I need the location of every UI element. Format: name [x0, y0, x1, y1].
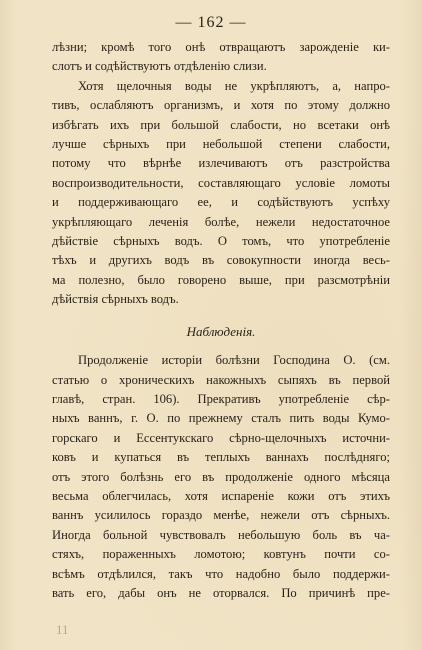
text-line: Хотя щелочныя воды не укрѣпляютъ, а, напро-: [78, 78, 390, 93]
paragraph-alkaline-waters: [52, 77, 390, 310]
text-line: ма полезно, было говорено выше, при разсмотрѣніи: [52, 272, 390, 287]
text-line: вать его, дабы онъ не оторвался. По причинѣ пре-: [52, 585, 390, 600]
paragraph-observations: [52, 351, 390, 603]
text-line: ваннъ усилилось гораздо менѣе, нежели отъ сѣрныхъ.: [52, 508, 390, 523]
text-line: статью о хроническихъ накожныхъ сыпяхъ въ первой: [52, 372, 390, 387]
text-line: лѣзни; кромѣ того онѣ отвращаютъ зарожденіе ки-: [52, 40, 390, 54]
text-line: Продолженіе исторіи болѣзни Господина О. (см.: [78, 353, 390, 368]
page-body: [52, 38, 390, 603]
text-line: Иногда больной чувствовалъ небольшую боль въ ча-: [52, 527, 390, 542]
text-line: избѣгать ихъ при большой слабости, но всетаки онѣ: [52, 117, 390, 132]
text-line: горскаго и Ессентукскаго сѣрно-щелочныхъ источни-: [52, 430, 390, 445]
text-line: слотъ и содѣйствуютъ отдѣленію слизи.: [52, 59, 267, 74]
text-line: ковъ и купаться въ теплыхъ ваннахъ послѣдняго;: [52, 450, 390, 465]
text-line: дѣйствіе сѣрныхъ водъ. О томъ, что употребленіе: [52, 234, 390, 249]
text-line: воспроизводительности, составляющаго условіе ломоты: [52, 175, 390, 190]
text-line: главѣ, стран. 106). Прекративъ употребленіе сѣр-: [52, 391, 390, 406]
text-line: тѣхъ и другихъ водъ въ совокупности иногда весь-: [52, 253, 390, 268]
text-line: укрѣпляющаго леченія болѣе, нежели недостаточное: [52, 214, 390, 229]
margin-mark: 11: [56, 622, 69, 637]
text-line: всѣмъ отдѣлился, такъ что надобно было поддержи-: [52, 566, 390, 581]
page-number: — 162 —: [175, 14, 247, 31]
section-heading: Наблюденія.: [186, 323, 256, 339]
text-line: лучше сѣрныхъ при небольшой степени слабости,: [52, 137, 390, 152]
paragraph-continuation: [52, 38, 390, 77]
text-line: стяхъ, пораженныхъ ломотою; ковтунъ почти со-: [52, 547, 390, 562]
text-line: весьма облегчилась, хотя испареніе кожи отъ этихъ: [52, 488, 390, 503]
text-line: дѣйствія сѣрныхъ водъ.: [52, 292, 179, 307]
text-line: потому что вѣрнѣе излечиваютъ отъ разстройства: [52, 156, 390, 171]
text-line: тивъ, ослабляютъ организмъ, и хотя по этому должно: [52, 98, 390, 113]
text-line: ныхъ ваннъ, г. О. по прежнему сталъ пить воды Кумо-: [52, 411, 390, 426]
text-line: и поддерживающаго ее, и содѣйствуютъ успѣху: [52, 195, 390, 210]
text-line: отъ этого болѣзнь его въ продолженіе одного мѣсяца: [52, 469, 390, 484]
